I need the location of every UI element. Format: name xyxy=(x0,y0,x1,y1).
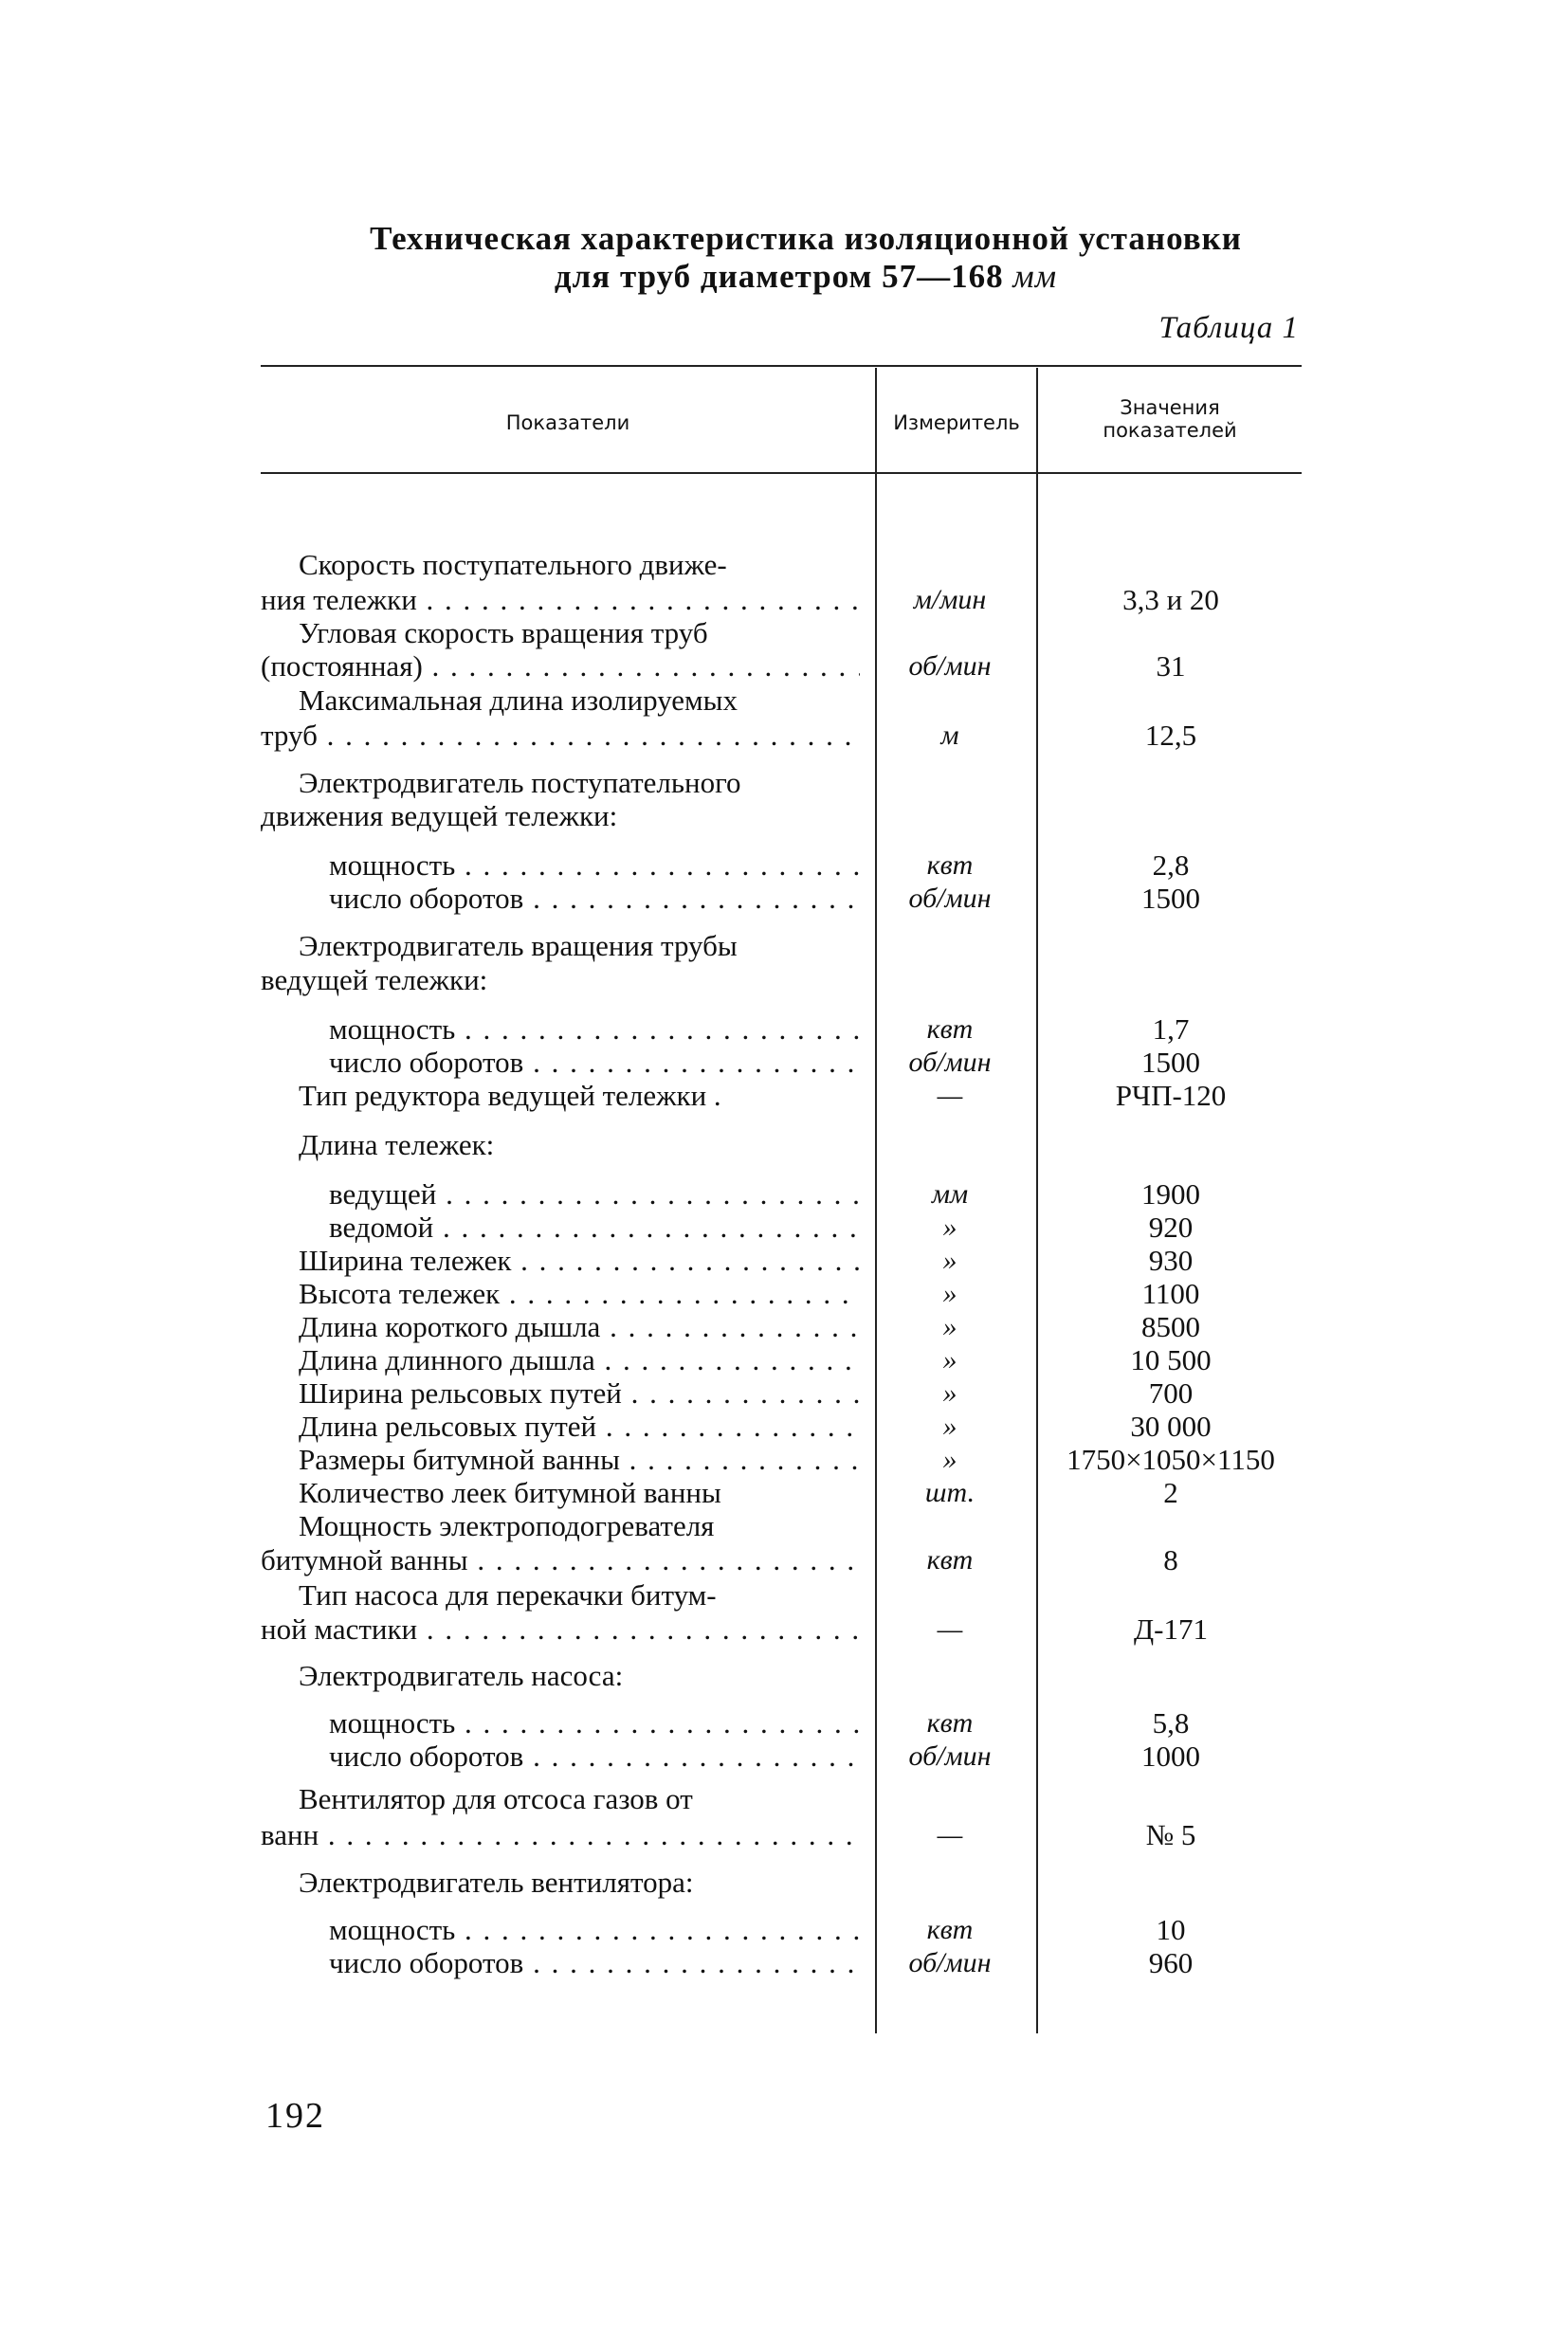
row-unit: мм xyxy=(931,1178,969,1210)
table-row xyxy=(261,1046,1302,1080)
table-row xyxy=(261,766,1302,800)
row-unit: » xyxy=(942,1411,957,1442)
row-label: ведущей . . . xyxy=(329,1177,860,1211)
row-value: 8500 xyxy=(1141,1310,1200,1343)
row-label: число оборотов . . . xyxy=(329,1740,860,1774)
header-bottom-rule xyxy=(261,472,1302,474)
row-value: 8 xyxy=(1163,1543,1178,1576)
row-label: Количество леек битумной ванны xyxy=(299,1476,721,1509)
row-value: 5,8 xyxy=(1152,1706,1190,1740)
row-label: Угловая скорость вращения труб xyxy=(299,616,708,649)
table-row xyxy=(261,1740,1302,1774)
row-label: Скорость поступательного движе- xyxy=(299,548,727,581)
row-value: 2 xyxy=(1163,1476,1178,1509)
table-number-label: Таблица 1 xyxy=(1158,311,1299,345)
row-unit: » xyxy=(942,1278,957,1309)
row-value: 12,5 xyxy=(1144,719,1197,752)
row-value: 10 xyxy=(1156,1913,1186,1946)
table-row xyxy=(261,799,1302,833)
table-row xyxy=(261,1343,1302,1377)
row-label: Длина длинного дышла . . . xyxy=(299,1343,860,1377)
table-row xyxy=(261,1913,1302,1947)
row-label: ния тележки . . . xyxy=(261,583,860,617)
table-row xyxy=(261,616,1302,650)
row-value: 3,3 и 20 xyxy=(1122,583,1219,616)
row-label: Высота тележек . . . xyxy=(299,1277,860,1311)
row-label: Вентилятор для отсоса газов от xyxy=(299,1782,693,1815)
header-unit: Измеритель xyxy=(893,411,1020,434)
row-value: 10 500 xyxy=(1130,1343,1212,1376)
row-unit: — xyxy=(937,1819,963,1850)
row-unit: квт xyxy=(926,1707,974,1739)
page-number: 192 xyxy=(265,2096,325,2136)
row-label: Тип насоса для перекачки битум- xyxy=(299,1578,717,1612)
row-value: 1750×1050×1150 xyxy=(1067,1443,1275,1476)
table-row xyxy=(261,583,1302,617)
table-row xyxy=(261,1476,1302,1510)
header-values xyxy=(1038,396,1302,442)
table-row xyxy=(261,1177,1302,1211)
row-unit: об/мин xyxy=(908,1740,992,1772)
row-unit: — xyxy=(937,1613,963,1645)
row-label: Ширина рельсовых путей . . . xyxy=(299,1376,860,1411)
row-label: ванн . . . xyxy=(261,1818,860,1852)
row-value: 1,7 xyxy=(1152,1012,1190,1046)
row-label: число оборотов . . . xyxy=(329,882,860,916)
table-row xyxy=(261,1818,1302,1852)
row-label: мощность . . . xyxy=(329,1913,860,1947)
table-title-unit: мм xyxy=(1012,258,1058,295)
row-value: 30 000 xyxy=(1130,1410,1212,1443)
header-values-line2: показателей xyxy=(1103,419,1237,442)
table-row xyxy=(261,1128,1302,1162)
row-label: Тип редуктора ведущей тележки . xyxy=(299,1079,721,1112)
row-label: Длина короткого дышла . . . xyxy=(299,1310,860,1344)
table-row xyxy=(261,1946,1302,1980)
row-value: 930 xyxy=(1148,1244,1194,1277)
table-row xyxy=(261,1706,1302,1740)
row-unit: — xyxy=(937,1080,963,1111)
table-row xyxy=(261,1578,1302,1612)
table-row xyxy=(261,882,1302,916)
row-label: мощность . . . xyxy=(329,1706,860,1740)
table-row xyxy=(261,1277,1302,1311)
row-unit: об/мин xyxy=(908,1947,992,1978)
row-label: мощность . . . xyxy=(329,848,860,883)
row-label: Электродвигатель поступательного xyxy=(299,766,741,799)
table-row xyxy=(261,1310,1302,1344)
row-unit: » xyxy=(942,1344,957,1375)
row-value: 2,8 xyxy=(1152,848,1190,882)
row-label: битумной ванны . . . xyxy=(261,1543,860,1577)
row-label: Электродвигатель вентилятора: xyxy=(299,1866,694,1899)
row-value: 1900 xyxy=(1141,1177,1200,1211)
row-value: Д-171 xyxy=(1134,1612,1208,1646)
row-unit: квт xyxy=(926,1914,974,1945)
row-label: Ширина тележек . . . xyxy=(299,1244,860,1278)
table-title-text: для труб диаметром 57—168 xyxy=(554,258,1004,295)
table-row xyxy=(261,683,1302,718)
table-row xyxy=(261,719,1302,753)
row-value: 31 xyxy=(1156,649,1186,683)
table-row xyxy=(261,1211,1302,1245)
row-value: 1100 xyxy=(1141,1277,1200,1310)
table-row xyxy=(261,1376,1302,1411)
header-top-rule xyxy=(261,365,1302,367)
row-unit: об/мин xyxy=(908,650,992,682)
table-row xyxy=(261,848,1302,883)
row-unit: » xyxy=(942,1211,957,1243)
row-label: (постоянная) . . . xyxy=(261,649,860,683)
row-value: РЧП-120 xyxy=(1115,1079,1227,1112)
row-label: движения ведущей тележки: xyxy=(261,799,618,832)
row-label: Максимальная длина изолируемых xyxy=(299,683,738,717)
row-unit: шт. xyxy=(924,1477,975,1508)
row-unit: » xyxy=(942,1444,957,1475)
row-unit: квт xyxy=(926,1544,974,1576)
row-label: Размеры битумной ванны . . . xyxy=(299,1443,860,1477)
row-unit: » xyxy=(942,1311,957,1342)
table-row xyxy=(261,929,1302,963)
row-value: 1000 xyxy=(1141,1740,1200,1773)
table-row xyxy=(261,1443,1302,1477)
row-label: Электродвигатель вращения трубы xyxy=(299,929,738,962)
table-row xyxy=(261,1782,1302,1816)
row-unit: об/мин xyxy=(908,1047,992,1078)
table-title-line1: Техническая характеристика изоляционной установки xyxy=(370,220,1242,257)
row-label: число оборотов . . . xyxy=(329,1046,860,1080)
table-row xyxy=(261,548,1302,582)
table-title-line2 xyxy=(237,258,1375,296)
table-row xyxy=(261,1659,1302,1693)
header-indicators: Показатели xyxy=(505,411,630,434)
row-label: ной мастики . . . xyxy=(261,1612,860,1647)
row-unit: квт xyxy=(926,849,974,881)
row-unit: м/мин xyxy=(913,584,987,615)
row-label: ведомой . . . xyxy=(329,1211,860,1245)
row-label: Мощность электроподогревателя xyxy=(299,1509,715,1542)
row-label: число оборотов . . . xyxy=(329,1946,860,1980)
row-label: Электродвигатель насоса: xyxy=(299,1659,624,1692)
row-value: № 5 xyxy=(1145,1818,1196,1851)
row-value: 920 xyxy=(1148,1211,1194,1244)
row-value: 1500 xyxy=(1141,882,1200,915)
table-row xyxy=(261,963,1302,997)
row-label: Длина тележек: xyxy=(299,1128,495,1161)
header-values-line1: Значения xyxy=(1120,396,1220,419)
table-row xyxy=(261,1543,1302,1577)
table-row xyxy=(261,1012,1302,1047)
row-unit: м xyxy=(940,720,959,751)
row-value: 960 xyxy=(1148,1946,1194,1979)
row-unit: об/мин xyxy=(908,883,992,914)
row-label: труб . . . xyxy=(261,719,860,753)
table-row xyxy=(261,1509,1302,1543)
row-unit: » xyxy=(942,1377,957,1409)
row-label: Длина рельсовых путей . . . xyxy=(299,1410,860,1444)
table-row xyxy=(261,1612,1302,1647)
row-label: ведущей тележки: xyxy=(261,963,488,996)
row-label: мощность . . . xyxy=(329,1012,860,1047)
row-unit: » xyxy=(942,1245,957,1276)
table-row xyxy=(261,649,1302,683)
table-row xyxy=(261,1244,1302,1278)
row-value: 1500 xyxy=(1141,1046,1200,1079)
table-row xyxy=(261,1866,1302,1900)
table-row xyxy=(261,1079,1302,1113)
table-row xyxy=(261,1410,1302,1444)
row-value: 700 xyxy=(1148,1376,1194,1410)
row-unit: квт xyxy=(926,1013,974,1045)
